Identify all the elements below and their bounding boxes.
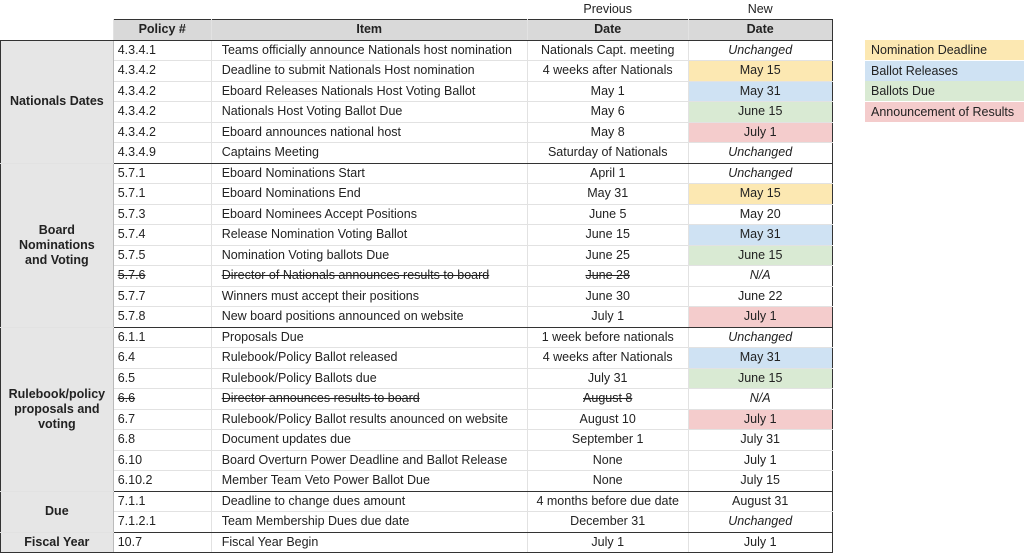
new-date-cell-text: June 15 (737, 247, 783, 262)
previous-date-cell-text: August 8 (583, 391, 633, 406)
previous-date-cell[interactable] (527, 409, 688, 430)
previous-date-cell-text: Saturday of Nationals (547, 145, 668, 160)
policy-cell-text: 5.7.8 (117, 309, 146, 324)
new-date-cell-text: Unchanged (728, 145, 793, 160)
new-date-cell-text: July 1 (743, 452, 777, 467)
policy-cell-text: 4.3.4.9 (117, 145, 156, 160)
previous-date-cell[interactable] (527, 245, 688, 266)
table-row (1, 512, 833, 533)
item-cell[interactable] (211, 491, 527, 512)
new-date-cell[interactable] (688, 327, 832, 348)
item-cell[interactable] (211, 122, 527, 143)
policy-cell[interactable] (113, 225, 211, 246)
policy-cell[interactable] (113, 491, 211, 512)
item-cell-text: Eboard announces national host (221, 124, 402, 139)
item-cell-text: Eboard Nominees Accept Positions (221, 206, 417, 221)
item-cell-text: Rulebook/Policy Ballot released (221, 350, 398, 365)
new-date-cell[interactable] (688, 307, 832, 328)
policy-cell[interactable] (113, 471, 211, 492)
column-header-row (1, 20, 833, 41)
policy-cell[interactable] (113, 102, 211, 123)
table-row (1, 81, 833, 102)
previous-date-cell[interactable] (527, 102, 688, 123)
policy-cell-text: 5.7.3 (117, 206, 146, 221)
policy-cell[interactable] (113, 163, 211, 184)
item-cell[interactable] (211, 184, 527, 205)
new-date-cell[interactable] (688, 430, 832, 451)
new-date-cell[interactable] (688, 512, 832, 533)
policy-cell[interactable] (113, 286, 211, 307)
item-cell-text: Captains Meeting (221, 145, 319, 160)
previous-date-cell-text: June 30 (585, 288, 630, 303)
item-cell[interactable] (211, 389, 527, 410)
section-label[interactable]: Nationals Dates (1, 40, 114, 163)
previous-date-cell-text: December 31 (570, 514, 646, 529)
previous-date-cell-text: July 1 (591, 309, 625, 324)
item-cell-text: Team Membership Dues due date (221, 514, 410, 529)
item-cell-text: Teams officially announce Nationals host nomination (221, 42, 512, 57)
previous-date-cell-text: None (592, 452, 623, 467)
new-date-cell[interactable] (688, 471, 832, 492)
previous-date-cell-text: June 15 (585, 227, 630, 242)
col-new-date[interactable]: Date (688, 20, 832, 41)
new-date-cell-text: May 15 (739, 63, 781, 78)
table-row (1, 245, 833, 266)
new-date-cell-text: July 15 (740, 473, 780, 488)
previous-date-cell-text: None (592, 473, 623, 488)
new-date-cell[interactable] (688, 40, 832, 61)
new-date-cell-text: June 22 (737, 288, 783, 303)
item-cell[interactable] (211, 163, 527, 184)
item-cell-text: Deadline to submit Nationals Host nomination (221, 63, 475, 78)
previous-date-cell-text: July 1 (591, 534, 625, 549)
new-date-cell-text: May 31 (739, 350, 781, 365)
new-date-cell[interactable] (688, 286, 832, 307)
policy-cell[interactable] (113, 450, 211, 471)
item-cell-text: Nomination Voting ballots Due (221, 247, 390, 262)
policy-cell-text: 10.7 (117, 534, 143, 549)
item-cell[interactable] (211, 266, 527, 287)
previous-date-cell[interactable] (527, 348, 688, 369)
policy-cell-text: 5.7.1 (117, 186, 146, 201)
previous-date-cell-text: July 31 (587, 370, 628, 385)
previous-date-cell-text: 4 weeks after Nationals (542, 63, 673, 78)
new-date-cell[interactable] (688, 143, 832, 164)
previous-date-cell[interactable] (527, 491, 688, 512)
table-row (1, 430, 833, 451)
item-cell[interactable] (211, 471, 527, 492)
policy-cell[interactable] (113, 389, 211, 410)
previous-date-cell-text: May 6 (590, 104, 625, 119)
previous-date-cell[interactable] (527, 266, 688, 287)
item-cell-text: Eboard Nominations Start (221, 165, 365, 180)
table-row (1, 122, 833, 143)
header-new: New (688, 0, 832, 20)
previous-date-cell-text: May 1 (590, 83, 625, 98)
policy-cell[interactable] (113, 40, 211, 61)
previous-date-cell[interactable] (527, 512, 688, 533)
section-label[interactable]: Fiscal Year (1, 532, 114, 553)
legend-item: Ballots Due (865, 81, 1024, 101)
new-date-cell[interactable] (688, 204, 832, 225)
legend-item: Ballot Releases (865, 61, 1024, 81)
policy-cell-text: 5.7.4 (117, 227, 146, 242)
header-top-row (1, 0, 833, 20)
item-cell-text: Director announces results to board (221, 391, 420, 406)
new-date-cell[interactable] (688, 348, 832, 369)
new-date-cell-text: June 15 (737, 370, 783, 385)
policy-cell-text: 6.6 (117, 391, 136, 406)
policy-cell[interactable] (113, 348, 211, 369)
previous-date-cell[interactable] (527, 471, 688, 492)
section-label[interactable]: Due (1, 491, 114, 532)
new-date-cell-text: July 1 (743, 534, 777, 549)
item-cell[interactable] (211, 512, 527, 533)
policy-cell-text: 6.10 (117, 452, 143, 467)
previous-date-cell-text: April 1 (589, 165, 626, 180)
table-row (1, 266, 833, 287)
new-date-cell[interactable] (688, 389, 832, 410)
previous-date-cell[interactable] (527, 40, 688, 61)
new-date-cell[interactable] (688, 163, 832, 184)
table-row (1, 286, 833, 307)
new-date-cell[interactable] (688, 450, 832, 471)
previous-date-cell[interactable] (527, 81, 688, 102)
new-date-cell-text: May 31 (739, 227, 781, 242)
new-date-cell[interactable] (688, 266, 832, 287)
new-date-cell-text: July 1 (743, 411, 777, 426)
table-row (1, 389, 833, 410)
new-date-cell-text: N/A (749, 268, 771, 283)
item-cell[interactable] (211, 368, 527, 389)
policy-cell-text: 4.3.4.2 (117, 124, 156, 139)
previous-date-cell-text: May 8 (590, 124, 625, 139)
table-row (1, 143, 833, 164)
previous-date-cell[interactable] (527, 532, 688, 553)
table-row (1, 409, 833, 430)
policy-cell[interactable] (113, 184, 211, 205)
new-date-cell-text: May 20 (739, 206, 781, 221)
table-row (1, 61, 833, 82)
policy-cell-text: 6.1.1 (117, 329, 146, 344)
item-cell-text: Eboard Releases Nationals Host Voting Ballot (221, 83, 476, 98)
policy-cell[interactable] (113, 245, 211, 266)
section-label[interactable]: Rulebook/policy proposals and voting (1, 327, 114, 491)
item-cell-text: Winners must accept their positions (221, 288, 420, 303)
previous-date-cell[interactable] (527, 204, 688, 225)
table-row (1, 348, 833, 369)
new-date-cell[interactable] (688, 122, 832, 143)
policy-cell-text: 7.1.2.1 (117, 514, 156, 529)
previous-date-cell[interactable] (527, 143, 688, 164)
item-cell[interactable] (211, 245, 527, 266)
new-date-cell[interactable] (688, 184, 832, 205)
policy-cell-text: 5.7.1 (117, 165, 146, 180)
new-date-cell[interactable] (688, 81, 832, 102)
policy-cell[interactable] (113, 61, 211, 82)
item-cell[interactable] (211, 61, 527, 82)
previous-date-cell-text: May 31 (587, 186, 629, 201)
previous-date-cell[interactable] (527, 122, 688, 143)
table-row (1, 471, 833, 492)
previous-date-cell-text: Nationals Capt. meeting (541, 42, 675, 57)
previous-date-cell-text: June 25 (585, 247, 630, 262)
item-cell-text: Nationals Host Voting Ballot Due (221, 104, 403, 119)
section-label[interactable]: Board Nominations and Voting (1, 163, 114, 327)
item-cell[interactable] (211, 430, 527, 451)
new-date-cell-text: Unchanged (728, 165, 793, 180)
new-date-cell[interactable] (688, 532, 832, 553)
new-date-cell[interactable] (688, 61, 832, 82)
policy-cell[interactable] (113, 143, 211, 164)
new-date-cell-text: Unchanged (728, 42, 793, 57)
item-cell[interactable] (211, 307, 527, 328)
item-cell[interactable] (211, 143, 527, 164)
table-row (1, 368, 833, 389)
new-date-cell-text: June 15 (737, 104, 783, 119)
policy-cell-text: 7.1.1 (117, 493, 146, 508)
header-previous: Previous (527, 0, 688, 20)
previous-date-cell-text: 4 weeks after Nationals (542, 350, 673, 365)
previous-date-cell[interactable] (527, 163, 688, 184)
policy-cell-text: 5.7.7 (117, 288, 146, 303)
policy-cell-text: 6.4 (117, 350, 136, 365)
item-cell-text: Rulebook/Policy Ballot results anounced on website (221, 411, 508, 426)
new-date-cell[interactable] (688, 245, 832, 266)
policy-cell-text: 5.7.6 (117, 268, 146, 283)
item-cell[interactable] (211, 409, 527, 430)
previous-date-cell-text: June 5 (588, 206, 627, 221)
previous-date-cell-text: June 28 (585, 268, 630, 283)
item-cell[interactable] (211, 225, 527, 246)
item-cell[interactable] (211, 204, 527, 225)
new-date-cell-text: Unchanged (728, 514, 793, 529)
policy-cell[interactable] (113, 512, 211, 533)
item-cell-text: Director of Nationals announces results to board (221, 268, 490, 283)
item-cell[interactable] (211, 40, 527, 61)
legend-item: Announcement of Results (865, 102, 1024, 122)
col-policy[interactable]: Policy # (113, 20, 211, 41)
table-row (1, 40, 833, 61)
new-date-cell[interactable] (688, 491, 832, 512)
item-cell[interactable] (211, 286, 527, 307)
item-cell-text: Document updates due (221, 432, 351, 447)
item-cell-text: New board positions announced on website (221, 309, 464, 324)
policy-cell-text: 4.3.4.2 (117, 83, 156, 98)
policy-cell[interactable] (113, 122, 211, 143)
previous-date-cell-text: August 10 (579, 411, 636, 426)
policy-cell[interactable] (113, 368, 211, 389)
previous-date-cell[interactable] (527, 450, 688, 471)
item-cell[interactable] (211, 81, 527, 102)
item-cell-text: Proposals Due (221, 329, 304, 344)
item-cell[interactable] (211, 327, 527, 348)
previous-date-cell[interactable] (527, 368, 688, 389)
new-date-cell[interactable] (688, 225, 832, 246)
policy-cell-text: 6.7 (117, 411, 136, 426)
table-row (1, 327, 833, 348)
table-row (1, 491, 833, 512)
previous-date-cell-text: 4 months before due date (536, 493, 679, 508)
item-cell-text: Eboard Nominations End (221, 186, 361, 201)
item-cell-text: Rulebook/Policy Ballots due (221, 370, 377, 385)
new-date-cell-text: August 31 (732, 493, 789, 508)
policy-cell-text: 6.5 (117, 370, 136, 385)
new-date-cell[interactable] (688, 409, 832, 430)
policy-cell-text: 4.3.4.2 (117, 104, 156, 119)
legend-item: Nomination Deadline (865, 40, 1024, 60)
new-date-cell[interactable] (688, 368, 832, 389)
new-date-cell-text: Unchanged (728, 329, 793, 344)
item-cell[interactable] (211, 348, 527, 369)
new-date-cell-text: July 1 (743, 309, 777, 324)
table-row (1, 225, 833, 246)
table-row (1, 307, 833, 328)
previous-date-cell[interactable] (527, 307, 688, 328)
previous-date-cell[interactable] (527, 184, 688, 205)
policy-cell-text: 4.3.4.2 (117, 63, 156, 78)
previous-date-cell[interactable] (527, 430, 688, 451)
previous-date-cell[interactable] (527, 61, 688, 82)
policy-cell-text: 5.7.5 (117, 247, 146, 262)
previous-date-cell[interactable] (527, 286, 688, 307)
item-cell-text: Release Nomination Voting Ballot (221, 227, 408, 242)
policy-cell-text: 6.8 (117, 432, 136, 447)
previous-date-cell[interactable] (527, 225, 688, 246)
table-row (1, 163, 833, 184)
policy-cell[interactable] (113, 430, 211, 451)
policy-cell-text: 4.3.4.1 (117, 42, 156, 57)
policy-cell[interactable] (113, 532, 211, 553)
new-date-cell-text: July 31 (740, 432, 780, 447)
previous-date-cell-text: September 1 (571, 432, 644, 447)
previous-date-cell[interactable] (527, 327, 688, 348)
table-row (1, 532, 833, 553)
item-cell-text: Member Team Veto Power Ballot Due (221, 473, 430, 488)
previous-date-cell[interactable] (527, 389, 688, 410)
item-cell-text: Fiscal Year Begin (221, 534, 319, 549)
new-date-cell-text: May 31 (739, 83, 781, 98)
policy-cell[interactable] (113, 266, 211, 287)
new-date-cell-text: N/A (749, 391, 771, 406)
policy-cell[interactable] (113, 409, 211, 430)
table-row (1, 184, 833, 205)
new-date-cell-text: May 15 (739, 186, 781, 201)
previous-date-cell-text: 1 week before nationals (541, 329, 674, 344)
table-row (1, 450, 833, 471)
table-row (1, 102, 833, 123)
table-row (1, 204, 833, 225)
col-item[interactable]: Item (211, 20, 527, 41)
col-prev-date[interactable]: Date (527, 20, 688, 41)
item-cell[interactable] (211, 450, 527, 471)
policy-cell-text: 6.10.2 (117, 473, 153, 488)
item-cell-text: Deadline to change dues amount (221, 493, 406, 508)
policy-cell[interactable] (113, 81, 211, 102)
policy-cell[interactable] (113, 327, 211, 348)
new-date-cell-text: July 1 (743, 124, 777, 139)
item-cell-text: Board Overturn Power Deadline and Ballot Release (221, 452, 508, 467)
policy-cell[interactable] (113, 307, 211, 328)
item-cell[interactable] (211, 102, 527, 123)
policy-cell[interactable] (113, 204, 211, 225)
new-date-cell[interactable] (688, 102, 832, 123)
item-cell[interactable] (211, 532, 527, 553)
